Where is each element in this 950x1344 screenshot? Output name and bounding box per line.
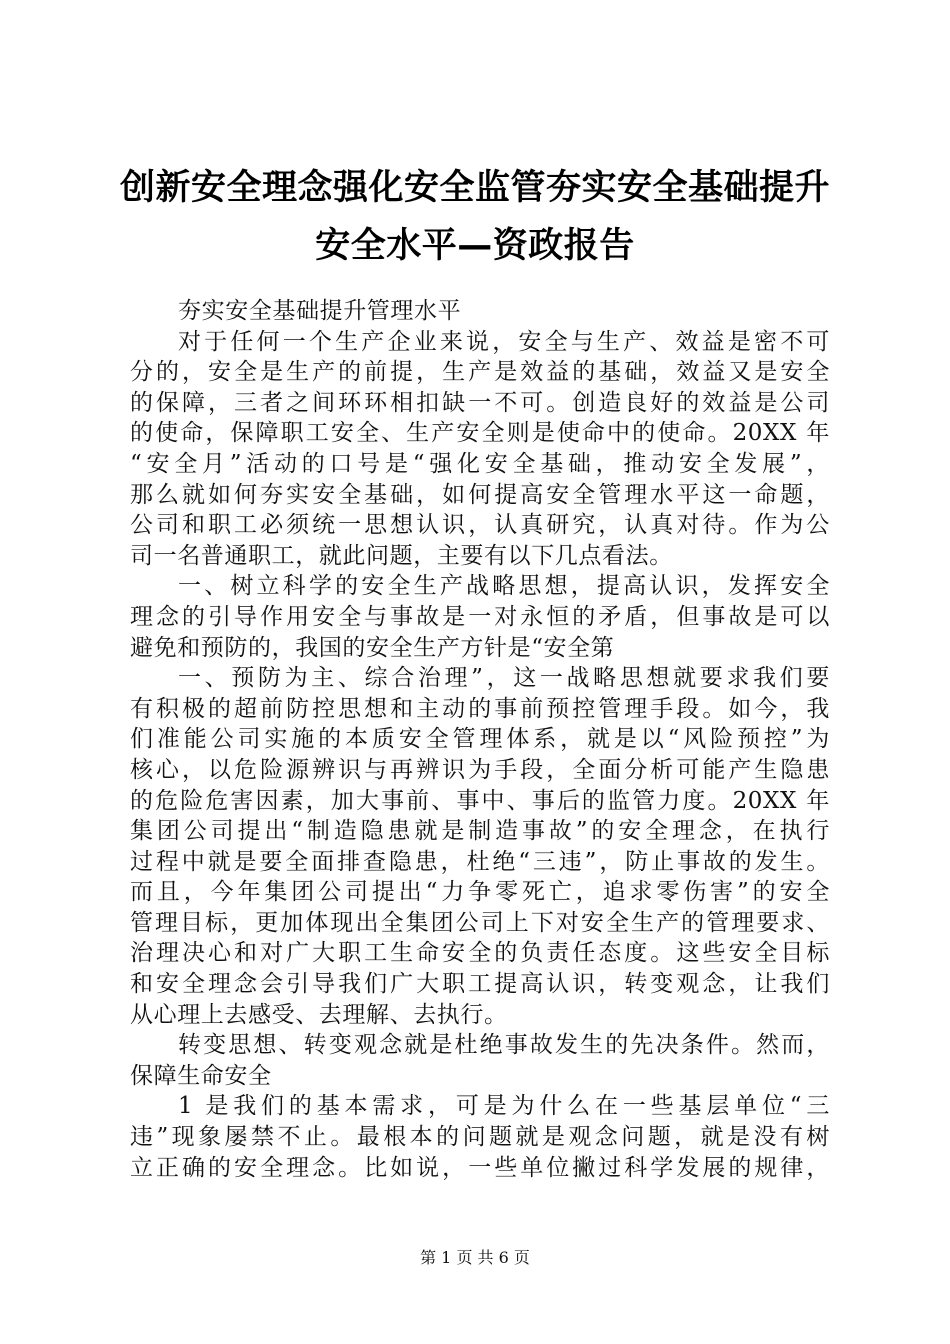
body-text-line: 核心，以危险源辨识与再辨识为手段，全面分析可能产生隐患 xyxy=(130,756,830,783)
page-footer: 第 1 页 共 6 页 xyxy=(420,1248,530,1267)
body-text-line: 的危险危害因素，加大事前、事中、事后的监管力度。20XX 年 xyxy=(130,787,830,814)
body-text-line: 治理决心和对广大职工生命安全的负责任态度。这些安全目标 xyxy=(130,940,830,967)
body-text-line: 转变思想、转变观念就是杜绝事故发生的先决条件。然而， xyxy=(178,1032,830,1059)
body-text-line: 分的，安全是生产的前提，生产是效益的基础，效益又是安全 xyxy=(130,359,830,386)
body-text-line: 保障生命安全 xyxy=(130,1062,272,1089)
body-text-line: 立正确的安全理念。比如说，一些单位撇过科学发展的规律， xyxy=(130,1154,830,1181)
body-text-line: 一、树立科学的安全生产战略思想，提高认识，发挥安全 xyxy=(178,573,830,600)
body-text-line: 从心理上去感受、去理解、去执行。 xyxy=(130,1001,508,1028)
body-text-line: 违”现象屡禁不止。最根本的问题就是观念问题，就是没有树 xyxy=(130,1124,830,1151)
body-text-line: 夯实安全基础提升管理水平 xyxy=(178,298,462,324)
body-text-line: 有积极的超前防控思想和主动的事前预控管理手段。如今，我 xyxy=(130,695,830,722)
body-text-line: 们准能公司实施的本质安全管理体系，就是以“风险预控”为 xyxy=(130,726,830,753)
body-text-line: 管理目标，更加体现出全集团公司上下对安全生产的管理要求、 xyxy=(130,909,830,936)
document-title-line-1: 创新安全理念强化安全监管夯实安全基础提升 xyxy=(119,168,830,208)
body-text-line: 司一名普通职工，就此问题，主要有以下几点看法。 xyxy=(130,542,673,569)
body-text-line: 避免和预防的，我国的安全生产方针是“安全第 xyxy=(130,634,615,661)
body-text-line: 对于任何一个生产企业来说，安全与生产、效益是密不可 xyxy=(178,328,830,355)
document-body xyxy=(130,296,830,1183)
body-text-line: 一、预防为主、综合治理”，这一战略思想就要求我们要 xyxy=(178,665,830,692)
body-text-line: 而且，今年集团公司提出“力争零死亡，追求零伤害”的安全 xyxy=(130,879,830,906)
body-text-line: 的使命，保障职工安全、生产安全则是使命中的使命。20XX 年 xyxy=(130,420,830,447)
body-text-line: 集团公司提出“制造隐患就是制造事故”的安全理念，在执行 xyxy=(130,818,830,845)
body-text-line: 那么就如何夯实安全基础，如何提高安全管理水平这一命题， xyxy=(130,481,830,508)
body-text-line: 公司和职工必须统一思想认识，认真研究，认真对待。作为公 xyxy=(130,512,830,539)
body-text-line: 过程中就是要全面排查隐患，杜绝“三违”，防止事故的发生。 xyxy=(130,848,830,875)
body-text-line: 和安全理念会引导我们广大职工提高认识，转变观念，让我们 xyxy=(130,971,830,998)
body-text-line: “安全月”活动的口号是“强化安全基础，推动安全发展”， xyxy=(130,450,830,477)
document-title-line-2: 安全水平—资政报告 xyxy=(315,226,635,266)
body-text-line: 1 是我们的基本需求，可是为什么在一些基层单位“三 xyxy=(178,1093,830,1120)
body-text-line: 的保障，三者之间环环相扣缺一不可。创造良好的效益是公司 xyxy=(130,389,830,416)
body-text-line: 理念的引导作用安全与事故是一对永恒的矛盾，但事故是可以 xyxy=(130,603,830,630)
